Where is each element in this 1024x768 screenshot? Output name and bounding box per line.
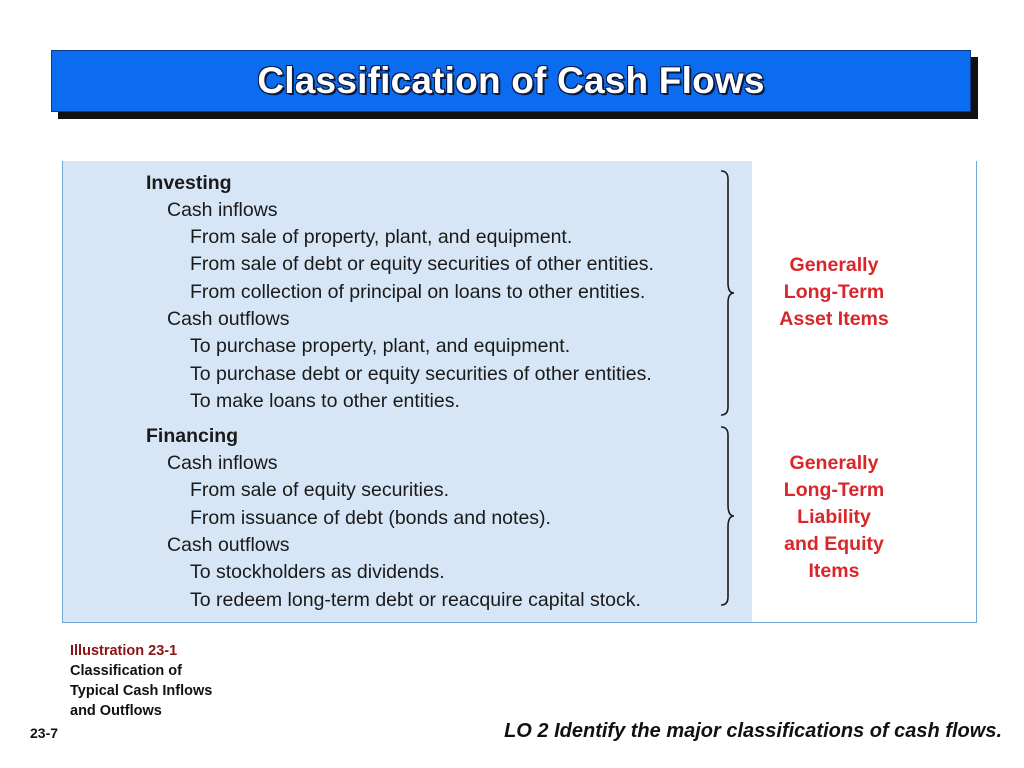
financing-inflows-label: Cash inflows [167,452,278,474]
caption-line: and Outflows [70,703,162,719]
slide-number: 23-7 [30,725,59,741]
list-item: From sale of debt or equity securities of other entities. [190,253,654,275]
caption-line: Typical Cash Inflows [70,683,213,699]
financing-heading: Financing [146,425,239,447]
investing-brace [718,169,738,417]
illustration-caption [70,641,212,721]
financing-brace [718,425,738,607]
investing-outflows-label: Cash outflows [167,308,290,330]
investing-inflows-label: Cash inflows [167,199,278,221]
list-item: To purchase property, plant, and equipment. [190,335,571,357]
financing-side-label: Generally Long-Term Liability and Equity Items [783,452,885,582]
slide-title: Classification of Cash Flows [257,60,765,101]
financing-outflows-label: Cash outflows [167,534,290,556]
list-item: To stockholders as dividends. [190,561,445,583]
illustration-panel [62,161,977,623]
list-item: To purchase debt or equity securities of other entities. [190,363,652,385]
list-item: To redeem long-term debt or reacquire capital stock. [190,589,641,611]
caption-line: Classification of [70,663,182,679]
investing-side-label: Generally Long-Term Asset Items [779,254,889,330]
investing-heading: Investing [146,172,232,194]
list-item: From sale of equity securities. [190,479,450,501]
title-banner [51,50,971,112]
list-item: From collection of principal on loans to other entities. [190,281,646,303]
list-item: From issuance of debt (bonds and notes). [190,507,551,529]
classification-list [63,161,752,622]
list-item: To make loans to other entities. [190,390,460,412]
learning-objective: LO 2 Identify the major classifications of cash flows. [504,720,1002,742]
illustration-number: Illustration 23-1 [70,643,178,659]
list-item: From sale of property, plant, and equipment. [190,226,573,248]
